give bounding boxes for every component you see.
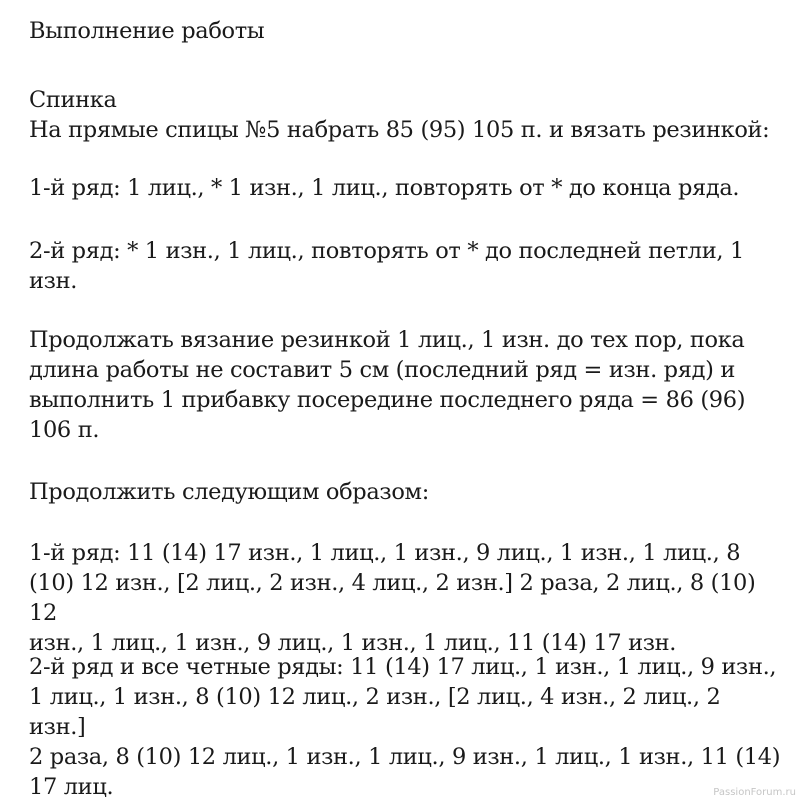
rib-row-2: 2-й ряд: * 1 изн., 1 лиц., повторять от * до последней петли, 1 изн. (29, 238, 744, 294)
watermark: PassionForum.ru (713, 787, 796, 798)
section-heading: Выполнение работы (29, 18, 265, 44)
rib-continuation-paragraph: Продолжать вязание резинкой 1 лиц., 1 изн. до тех пор, пока длина работы не составит 5 см (последний ряд = изн. ряд) и выполнить 1 прибавку посередине последнего ряда = 86 (96) 106 п. (29, 327, 746, 443)
back-piece-intro: Спинка На прямые спицы №5 набрать 85 (95) 105 п. и вязать резинкой: (29, 87, 770, 143)
pattern-row-2-even: 2-й ряд и все четные ряды: 11 (14) 17 лиц., 1 изн., 1 лиц., 9 изн., 1 лиц., 1 изн., 8 (10) 12 лиц., 2 изн., [2 лиц., 4 изн., 2 лиц., 2 изн.] 2 раза, 8 (10) 12 лиц., 1 изн., 1 лиц., 9 изн., 1 лиц., 1 изн., 11 (14) 17 лиц. (29, 654, 781, 800)
rib-row-1: 1-й ряд: 1 лиц., * 1 изн., 1 лиц., повторять от * до конца ряда. (29, 175, 740, 201)
pattern-row-1: 1-й ряд: 11 (14) 17 изн., 1 лиц., 1 изн., 9 лиц., 1 изн., 1 лиц., 8 (10) 12 изн., [2 лиц., 2 изн., 4 лиц., 2 изн.] 2 раза, 2 лиц., 8 (10) 12 изн., 1 лиц., 1 изн., 9 лиц., 1 изн., 1 лиц., 11 (14) 17 изн. (29, 540, 756, 656)
continue-heading: Продолжить следующим образом: (29, 479, 429, 505)
